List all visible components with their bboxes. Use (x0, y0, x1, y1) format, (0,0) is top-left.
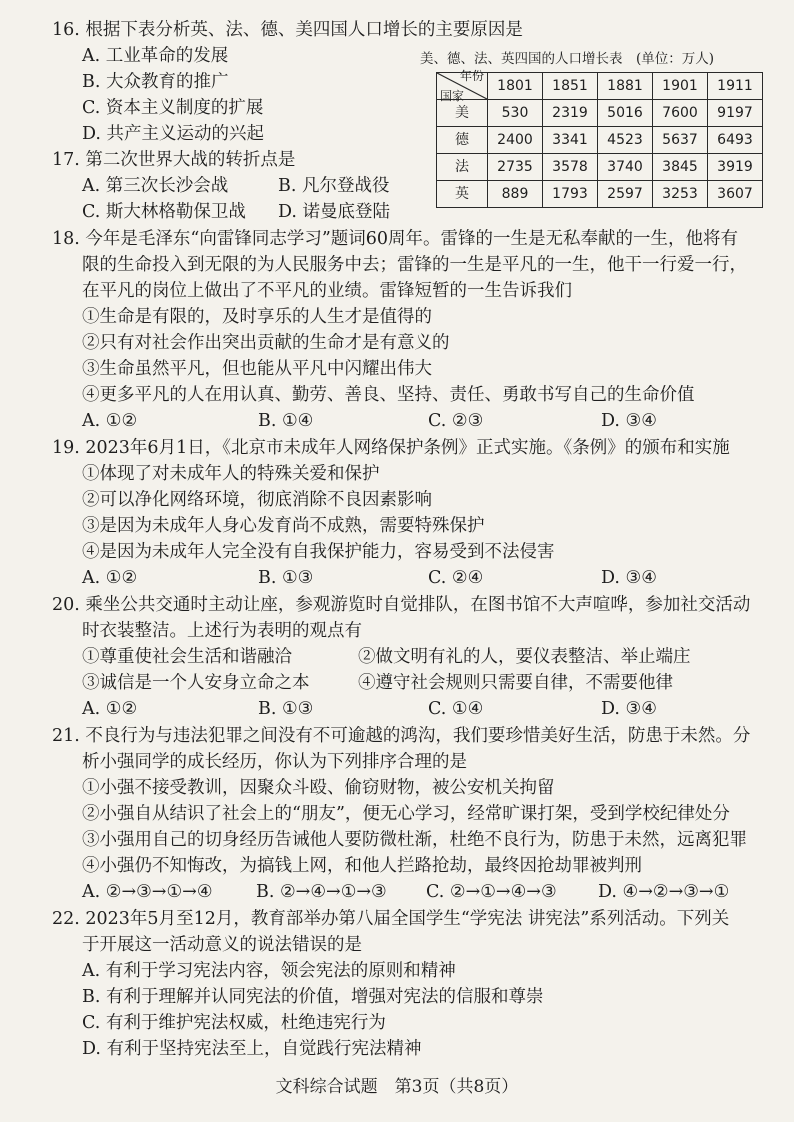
corner-year-label: 年份 (459, 69, 484, 83)
q21-statement: ④小强仍不知悔改，为搞钱上网，和他人拦路抢劫，最终因抢劫罪被判刑 (82, 856, 642, 876)
table-cell: 3578 (543, 154, 598, 181)
page-footer: 文科综合试题 第3页（共8页） (275, 1077, 519, 1097)
country-label: 美 (437, 100, 488, 127)
q21-option-c: C. ②→①→④→③ (426, 882, 557, 902)
table-cell: 889 (488, 181, 543, 208)
q20-line: 20. 乘坐公共交通时主动让座，参观游览时自觉排队，在图书馆不大声喧哗，参加社交活动 (52, 595, 751, 615)
table-cell: 2597 (598, 181, 653, 208)
year-header: 1801 (488, 73, 543, 100)
q22-option-b: B. 有利于理解并认同宪法的价值，增强对宪法的信服和尊崇 (82, 987, 544, 1007)
q16-stem: 16. 根据下表分析英、法、德、美四国人口增长的主要原因是 (52, 20, 523, 40)
table-cell: 2319 (543, 100, 598, 127)
table-cell: 5637 (653, 127, 708, 154)
corner-country-label: 国家 (440, 89, 465, 103)
population-table (436, 69, 763, 208)
q18-line: 18. 今年是毛泽东“向雷锋同志学习”题词60周年。雷锋的一生是无私奉献的一生，他将有 (52, 229, 739, 249)
country-label: 德 (437, 127, 488, 154)
table-cell: 3740 (598, 154, 653, 181)
table-cell: 2400 (488, 127, 543, 154)
year-header: 1881 (598, 73, 653, 100)
q18-option-b: B. ①④ (258, 411, 314, 431)
q19-option-d: D. ③④ (601, 568, 657, 588)
q20-option-d: D. ③④ (601, 699, 657, 719)
table-cell: 3607 (708, 181, 763, 208)
q22-option-c: C. 有利于维护宪法权威，杜绝违宪行为 (82, 1013, 386, 1033)
q21-statement: ③小强用自己的切身经历告诫他人要防微杜渐，杜绝不良行为，防患于未然，远离犯罪 (82, 830, 747, 850)
q21-statement: ①小强不接受教训，因聚众斗殴、偷窃财物，被公安机关拘留 (82, 778, 555, 798)
table-cell: 3253 (653, 181, 708, 208)
table-row (437, 181, 763, 208)
table-corner-cell (437, 69, 488, 103)
q18-option-a: A. ①② (82, 411, 138, 431)
q17-option-c: C. 斯大林格勒保卫战 (82, 202, 246, 222)
q17-option-d: D. 诺曼底登陆 (278, 202, 391, 222)
q21-option-d: D. ④→②→③→① (598, 882, 730, 902)
q20-option-a: A. ①② (82, 699, 138, 719)
q21-line: 21. 不良行为与违法犯罪之间没有不可逾越的鸿沟，我们要珍惜美好生活，防患于未然。分 (52, 726, 751, 746)
q21-line: 析小强同学的成长经历，你认为下列排序合理的是 (82, 752, 467, 772)
q22-option-d: D. 有利于坚持宪法至上，自觉践行宪法精神 (82, 1039, 422, 1059)
q18-option-c: C. ②③ (428, 411, 484, 431)
year-header: 1911 (708, 73, 763, 100)
table-cell: 9197 (708, 100, 763, 127)
table-cell: 5016 (598, 100, 653, 127)
q20-statement: ①尊重使社会生活和谐融洽 (82, 647, 292, 667)
q19-statement: ②可以净化网络环境，彻底消除不良因素影响 (82, 490, 432, 510)
table-cell: 3341 (543, 127, 598, 154)
q17-option-a: A. 第三次长沙会战 (82, 176, 229, 196)
table-cell: 4523 (598, 127, 653, 154)
q18-line: 在平凡的岗位上做出了不平凡的业绩。雷锋短暂的一生告诉我们 (82, 281, 572, 301)
q22-line: 22. 2023年5月至12月，教育部举办第八届全国学生“学宪法 讲宪法”系列活动。下列关 (52, 909, 730, 929)
q22-line: 于开展这一活动意义的说法错误的是 (82, 935, 362, 955)
table-cell: 6493 (708, 127, 763, 154)
table-header-row (437, 73, 763, 100)
q18-statement: ②只有对社会作出突出贡献的生命才是有意义的 (82, 333, 450, 353)
table-cell: 530 (488, 100, 543, 127)
q18-statement: ③生命虽然平凡，但也能从平凡中闪耀出伟大 (82, 359, 432, 379)
q19-statement: ④是因为未成年人完全没有自我保护能力，容易受到不法侵害 (82, 542, 555, 562)
table-cell: 1793 (543, 181, 598, 208)
q19-statement: ③是因为未成年人身心发育尚不成熟，需要特殊保护 (82, 516, 485, 536)
table-row (437, 100, 763, 127)
q19-option-c: C. ②④ (428, 568, 484, 588)
table-cell: 2735 (488, 154, 543, 181)
q20-statement: ③诚信是一个人安身立命之本 (82, 673, 310, 693)
q16-option-b: B. 大众教育的推广 (82, 72, 229, 92)
q20-statement: ④遵守社会规则只需要自律，不需要他律 (358, 673, 673, 693)
year-header: 1851 (543, 73, 598, 100)
table-cell: 7600 (653, 100, 708, 127)
q21-option-b: B. ②→④→①→③ (256, 882, 387, 902)
country-label: 英 (437, 181, 488, 208)
q19-statement: ①体现了对未成年人的特殊关爱和保护 (82, 464, 380, 484)
table-cell: 3919 (708, 154, 763, 181)
year-header: 1901 (653, 73, 708, 100)
q17-option-b: B. 凡尔登战役 (278, 176, 390, 196)
table-row (437, 154, 763, 181)
country-label: 法 (437, 154, 488, 181)
q16-option-c: C. 资本主义制度的扩展 (82, 98, 264, 118)
q22-option-a: A. 有利于学习宪法内容，领会宪法的原则和精神 (82, 961, 456, 981)
q17-stem: 17. 第二次世界大战的转折点是 (52, 150, 296, 170)
q19-line: 19. 2023年6月1日，《北京市未成年人网络保护条例》正式实施。《条例》的颁布和实施 (52, 438, 730, 458)
q18-statement: ①生命是有限的，及时享乐的人生才是值得的 (82, 307, 432, 327)
q16-option-d: D. 共产主义运动的兴起 (82, 124, 265, 144)
q20-statement: ②做文明有礼的人，要仪表整洁、举止端庄 (358, 647, 691, 667)
table-row (437, 127, 763, 154)
q20-option-c: C. ①④ (428, 699, 484, 719)
q20-line: 时衣装整洁。上述行为表明的观点有 (82, 621, 362, 641)
q21-option-a: A. ②→③→①→④ (82, 882, 213, 902)
q16-option-a: A. 工业革命的发展 (82, 46, 229, 66)
q18-line: 限的生命投入到无限的为人民服务中去；雷锋的一生是平凡的一生，他干一行爱一行， (82, 255, 747, 275)
q21-statement: ②小强自从结识了社会上的“朋友”，便无心学习，经常旷课打架，受到学校纪律处分 (82, 804, 730, 824)
q18-statement: ④更多平凡的人在用认真、勤劳、善良、坚持、责任、勇敢书写自己的生命价值 (82, 385, 695, 405)
q19-option-b: B. ①③ (258, 568, 314, 588)
q20-option-b: B. ①③ (258, 699, 314, 719)
q19-option-a: A. ①② (82, 568, 138, 588)
table-cell: 3845 (653, 154, 708, 181)
q18-option-d: D. ③④ (601, 411, 657, 431)
population-table-caption: 美、德、法、英四国的人口增长表 (单位：万人) (420, 51, 715, 67)
